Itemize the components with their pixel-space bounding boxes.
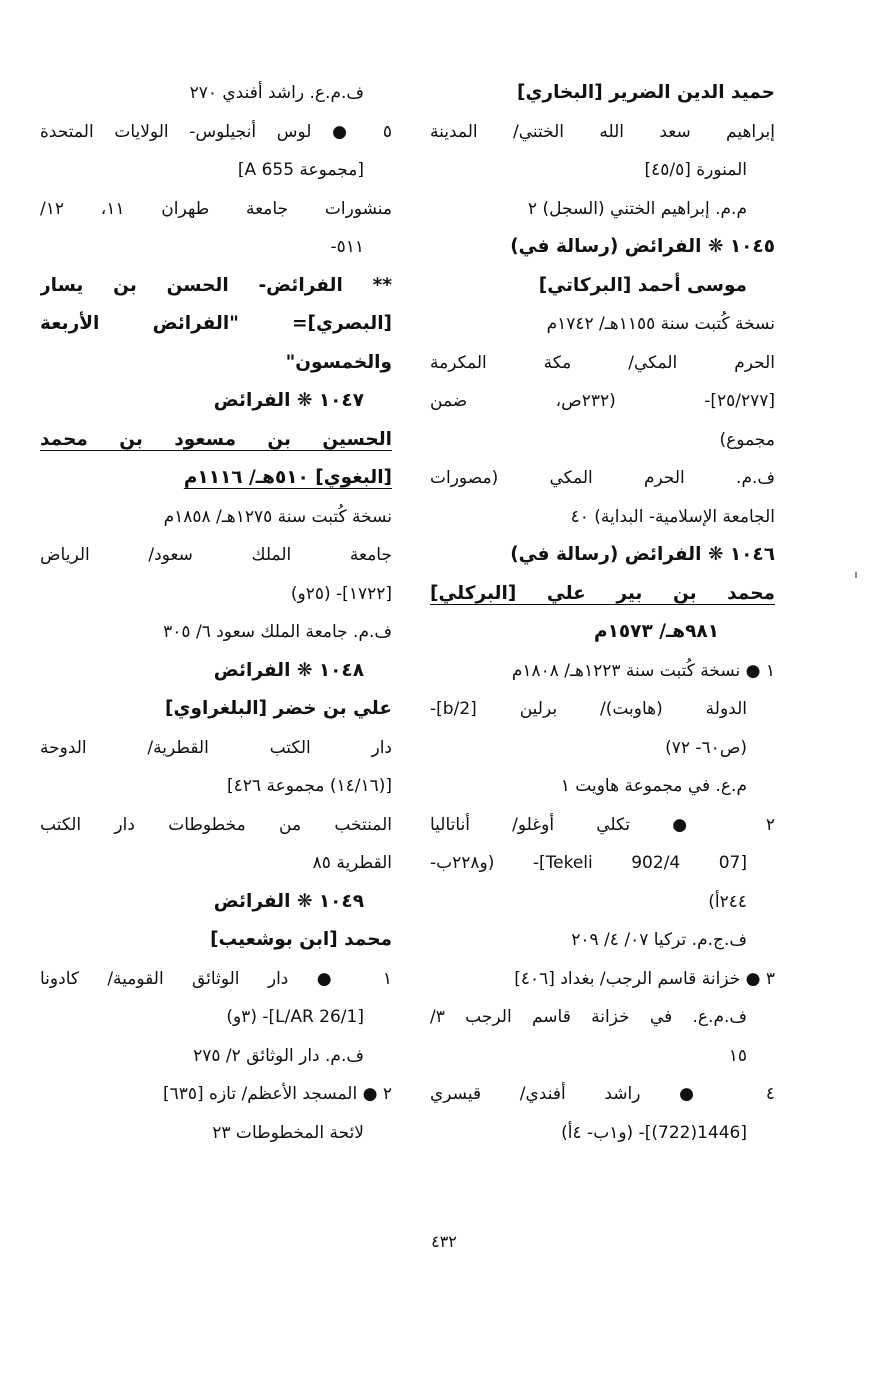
text-line: [(١٤/١٦) مجموعة ٤٢٦] bbox=[227, 776, 392, 796]
text-line: ١٠٤٦ ❋ الفرائض (رسالة في) bbox=[510, 544, 775, 565]
text-line: ٥١١- bbox=[330, 237, 364, 257]
text-line: جامعة الملك سعود/ الرياض bbox=[40, 545, 392, 565]
text-line: ف.م. دار الوثائق ٢/ ٢٧٥ bbox=[193, 1045, 364, 1066]
text-line: نسخة كُتبت سنة ١١٥٥هـ/ ١٧٤٢م bbox=[546, 314, 775, 334]
text-line: ٩٨١هـ/ ١٥٧٣م bbox=[594, 621, 719, 642]
text-line: الحرم المكي/ مكة المكرمة bbox=[430, 352, 775, 373]
left-column bbox=[40, 74, 392, 1152]
text-line: إبراهيم سعد الله الختني/ المدينة bbox=[430, 121, 775, 142]
text-line: لائحة المخطوطات ٢٣ bbox=[212, 1122, 364, 1143]
scan-speck bbox=[855, 572, 857, 578]
text-line: ١٠٤٨ ❋ الفرائض bbox=[213, 659, 364, 681]
text-line: ٢ ● المسجد الأعظم/ تازه [٦٣٥] bbox=[162, 1084, 392, 1104]
text-line: ** الفرائض- الحسن بن يسار bbox=[40, 274, 392, 296]
text-line: ف.م. جامعة الملك سعود ٦/ ٣٠٥ bbox=[163, 622, 392, 642]
text-line: منشورات جامعة طهران ١١، ١٢/ bbox=[40, 198, 392, 219]
text-line: الحسين بن مسعود بن محمد bbox=[40, 428, 392, 450]
text-line: م.ع. في مجموعة هاويت ١ bbox=[560, 776, 747, 796]
text-line: ٤ ● راشد أفندي/ قيسري bbox=[430, 1084, 775, 1104]
text-line: [L/AR 26/1]- (٣و) bbox=[226, 1007, 364, 1027]
right-column bbox=[430, 74, 775, 1152]
text-line: محمد [ابن بوشعيب] bbox=[210, 929, 392, 950]
text-line: ١٥ bbox=[728, 1045, 747, 1066]
page-number: ٤٣٢ bbox=[431, 1232, 457, 1251]
text-line: المنتخب من مخطوطات دار الكتب bbox=[40, 814, 392, 835]
text-line: ٥ ● لوس أنجيلوس- الولايات المتحدة bbox=[40, 121, 392, 142]
text-line: ف.ج.م. تركيا ٠٧/ ٤/ ٢٠٩ bbox=[571, 930, 747, 950]
text-line: نسخة كُتبت سنة ١٢٧٥هـ/ ١٨٥٨م bbox=[163, 506, 392, 527]
text-line: مجموع) bbox=[719, 429, 775, 450]
text-line: الجامعة الإسلامية- البداية) ٤٠ bbox=[570, 506, 775, 527]
text-line: ٢٤٤أ) bbox=[708, 891, 747, 912]
text-line: المنورة [٤٥/٥] bbox=[644, 160, 747, 180]
text-line: ١٠٤٧ ❋ الفرائض bbox=[213, 390, 364, 411]
text-line: ف.م.ع. راشد أفندي ٢٧٠ bbox=[189, 83, 364, 103]
text-line: والخمسون" bbox=[285, 351, 392, 373]
text-line: [07 Tekeli 902/4]- (و٢٢٨ب- bbox=[430, 853, 748, 873]
text-line: (ص٦٠- ٧٢) bbox=[665, 737, 747, 758]
text-line: [البغوي] ٥١٠هـ/ ١١١٦م bbox=[183, 467, 392, 488]
text-line: القطرية ٨٥ bbox=[312, 853, 392, 873]
text-line: [٢٥/٢٧٧]- (٢٣٢ص، ضمن bbox=[430, 391, 775, 411]
text-line: دار الكتب القطرية/ الدوحة bbox=[40, 737, 392, 758]
text-line: ١٠٤٥ ❋ الفرائض (رسالة في) bbox=[510, 236, 775, 257]
text-line: ١ ● نسخة كُتبت سنة ١٢٢٣هـ/ ١٨٠٨م bbox=[511, 660, 775, 681]
text-line: [١٧٢٢]- (٢٥و) bbox=[290, 583, 392, 604]
text-line: ١ ● دار الوثائق القومية/ كادونا bbox=[40, 968, 392, 989]
text-line: ٣ ● خزانة قاسم الرجب/ بغداد [٤٠٦] bbox=[514, 968, 775, 989]
text-line: [البصري]= "الفرائض الأربعة bbox=[40, 313, 392, 334]
text-line: م.م. إبراهيم الختني (السجل) ٢ bbox=[527, 198, 747, 219]
text-line: علي بن خضر [البلغراوي] bbox=[165, 698, 392, 719]
text-line: [1446(722)]- (و١ب- ٤أ) bbox=[561, 1122, 747, 1143]
text-line: الدولة (هاوبت)/ برلين [2/b]- bbox=[430, 699, 747, 719]
text-line: ف.م. الحرم المكي (مصورات bbox=[430, 468, 775, 488]
text-line: ١٠٤٩ ❋ الفرائض bbox=[213, 890, 364, 912]
text-line: موسى أحمد [البركاتي] bbox=[538, 274, 747, 296]
text-line: محمد بن بير علي [البركلي] bbox=[430, 582, 775, 604]
text-line: حميد الدين الضرير [البخاري] bbox=[517, 82, 775, 103]
text-line: [مجموعة A 655] bbox=[237, 160, 364, 180]
text-line: ٢ ● تكلي أوغلو/ أناتاليا bbox=[430, 814, 775, 835]
text-line: ف.م.ع. في خزانة قاسم الرجب ٣/ bbox=[430, 1007, 747, 1027]
